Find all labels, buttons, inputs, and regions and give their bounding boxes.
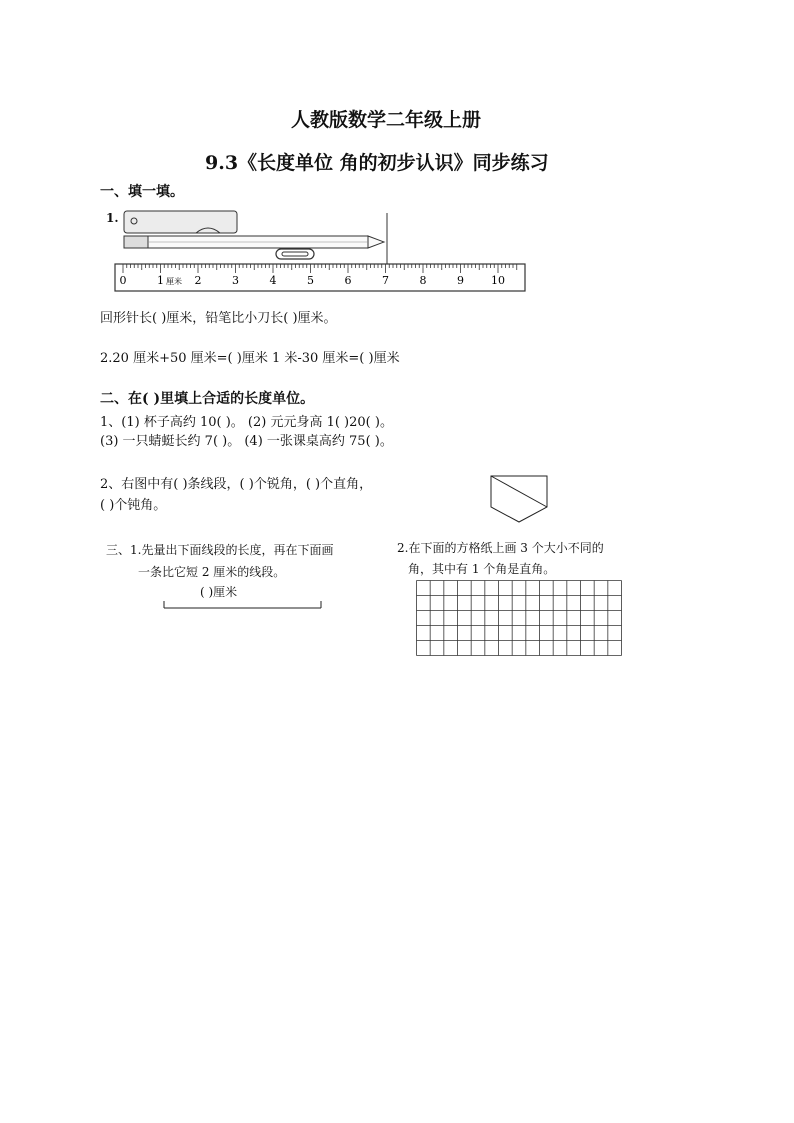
- section3-q1-line2: 一条比它短 2 厘米的线段。: [138, 565, 286, 579]
- ruler-label-2: 2: [194, 274, 202, 287]
- section2-q2-line2: ( )个钝角。: [100, 498, 167, 513]
- section3-q1-answer: ( )厘米: [200, 585, 238, 599]
- section2-q2-line1: 2、右图中有( )条线段，( )个锐角，( )个直角，: [100, 477, 373, 492]
- q1-fill-text: 回形针长( )厘米，铅笔比小刀长( )厘米。: [100, 311, 337, 326]
- section1-heading: 一、填一填。: [100, 184, 184, 200]
- ruler-unit-label: 厘米: [166, 277, 182, 286]
- knife-icon: [124, 211, 237, 233]
- grid-paper[interactable]: [415, 579, 623, 657]
- q2-fill-text: 2.20 厘米+50 厘米=( )厘米 1 米-30 厘米=( )厘米: [100, 351, 400, 366]
- section2-q1-line2: (3) 一只蜻蜓长约 7( )。 (4) 一张课桌高约 75( )。: [100, 434, 393, 449]
- pencil-icon: [124, 236, 384, 248]
- page-title: 人教版数学二年级上册: [291, 109, 482, 131]
- page-subtitle: 9.3《长度单位 角的初步认识》同步练习: [205, 152, 549, 174]
- ruler-label-4: 4: [269, 274, 277, 287]
- ruler-illustration: [110, 205, 530, 297]
- paperclip-icon: [276, 249, 314, 259]
- ruler-label-0: 0: [119, 274, 127, 287]
- ruler-label-8: 8: [419, 274, 427, 287]
- ruler-label-6: 6: [344, 274, 352, 287]
- section3-q1-line1: 三、1.先量出下面线段的长度，再在下面画: [106, 543, 334, 557]
- section3-q2-line2: 角，其中有 1 个角是直角。: [408, 562, 556, 576]
- measure-segment: [162, 598, 324, 612]
- ruler-label-7: 7: [382, 274, 389, 287]
- ruler-label-1: 1: [157, 274, 164, 287]
- ruler-label-9: 9: [457, 274, 464, 287]
- section2-q1-line1: 1、(1) 杯子高约 10( )。 (2) 元元身高 1( )20( )。: [100, 415, 393, 430]
- section3-q2-line1: 2.在下面的方格纸上画 3 个大小不同的: [397, 541, 604, 555]
- pentagon-figure: [488, 472, 552, 526]
- ruler-label-5: 5: [307, 274, 314, 287]
- ruler-label-10: 10: [491, 274, 505, 287]
- section2-heading: 二、在( )里填上合适的长度单位。: [100, 391, 315, 407]
- ruler-label-3: 3: [232, 274, 239, 287]
- q1-number: 1.: [106, 211, 119, 225]
